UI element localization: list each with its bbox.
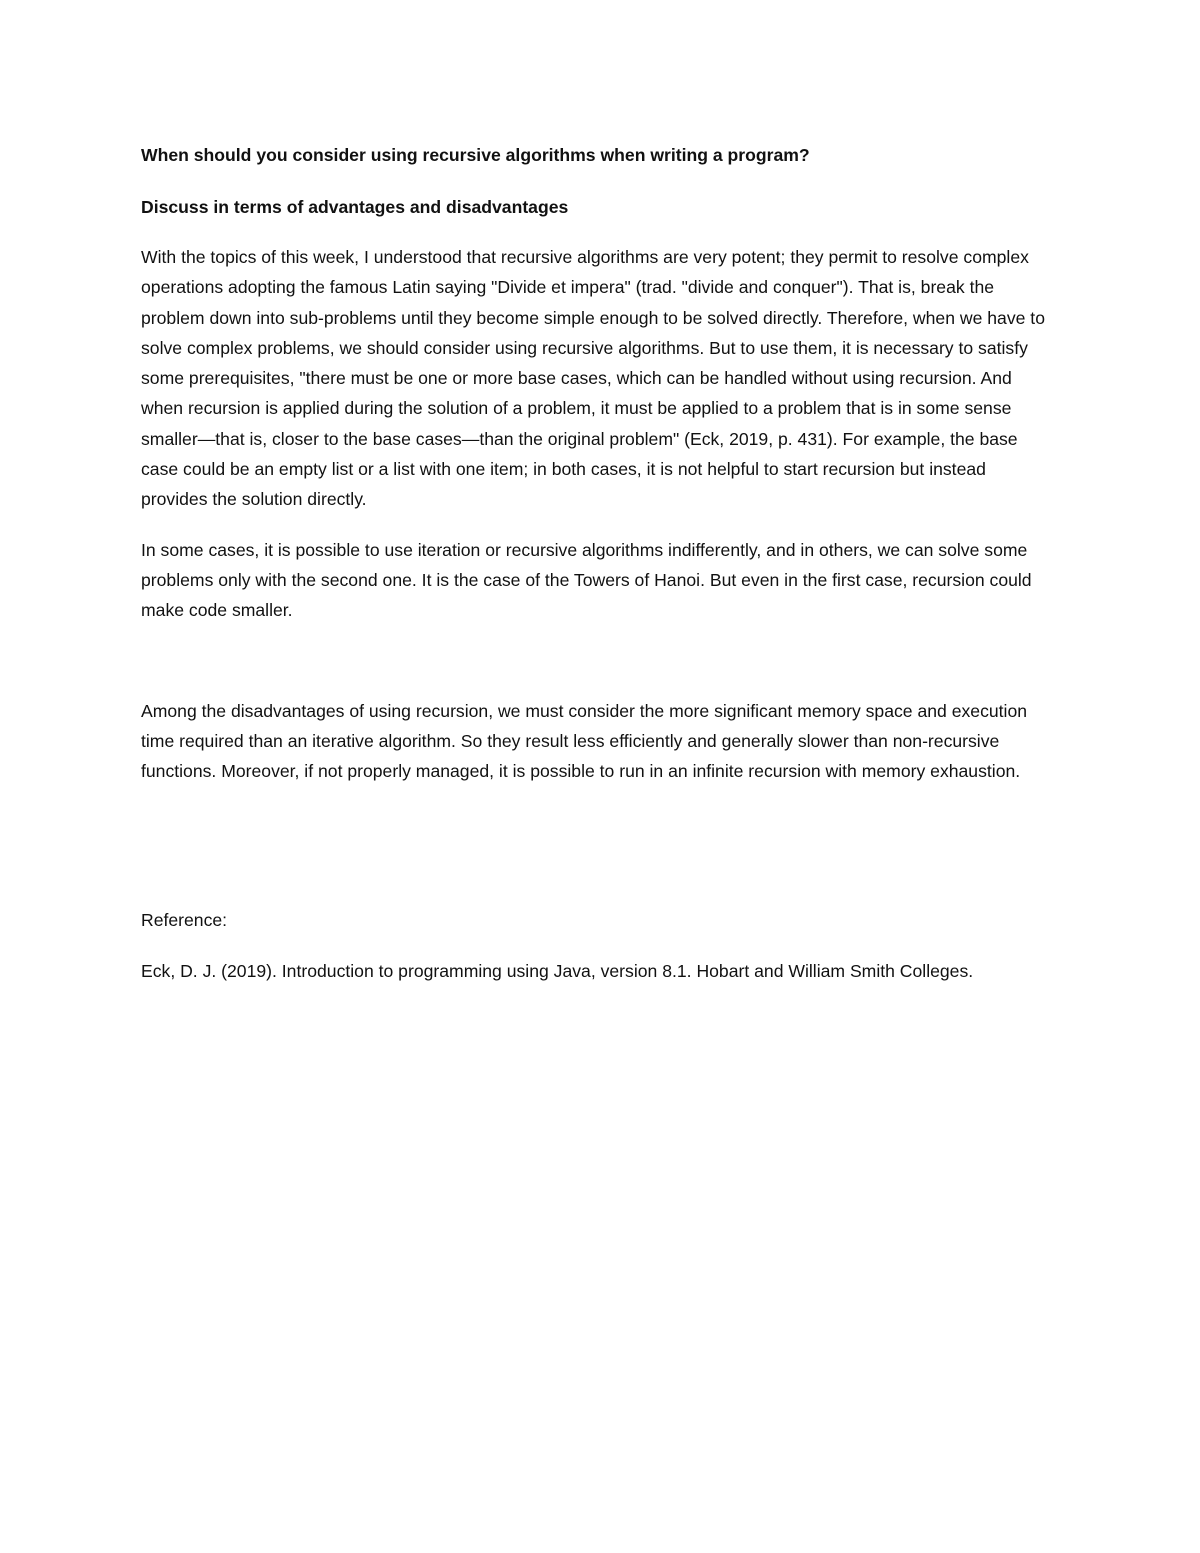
paragraph-recursion-disadvantages: Among the disadvantages of using recursion, we must consider the more significant memory space and execution time required than an iterative algorithm. So they result less efficiently and generally slower than non-recursive functions. Moreover, if not properly managed, it is possible to run in an infinite recursion with memory exhaustion. [141,700,1028,782]
question-subtitle: Discuss in terms of advantages and disadvantages [141,197,569,217]
paragraph-recursion-advantages: With the topics of this week, I understood that recursive algorithms are very potent; they permit to resolve complex operations adopting the famous Latin saying "Divide et impera" (trad. "divide and conquer"). That is, break the problem down into sub-problems until they become simple enough to be solved directly. Therefore, when we have to solve complex problems, we should consider using recursive algorithms. But to use them, it is necessary to satisfy some prerequisites, "there must be one or more base cases, which can be handled without using recursion. And when recursion is applied during the solution of a problem, it must be applied to a problem that is in some sense smaller—that is, closer to the base cases—than the original problem" (Eck, 2019, p. 431). For example, the base case could be an empty list or a list with one item; in both cases, it is not helpful to start recursion but instead provides the solution directly. [141,247,1045,510]
reference-label: Reference: [141,910,228,931]
question-title: When should you consider using recursive algorithms when writing a program? [141,145,810,165]
blank-space [141,786,1056,905]
document-body [141,140,1056,986]
blank-space [141,626,1056,696]
paragraph-iteration-comparison: In some cases, it is possible to use iteration or recursive algorithms indifferently, and in others, we can solve some problems only with the second one. It is the case of the Towers of Hanoi. But even in the first case, recursion could make code smaller. [141,539,1032,621]
reference-entry: Eck, D. J. (2019). Introduction to programming using Java, version 8.1. Hobart and William Smith Colleges. [141,960,974,981]
